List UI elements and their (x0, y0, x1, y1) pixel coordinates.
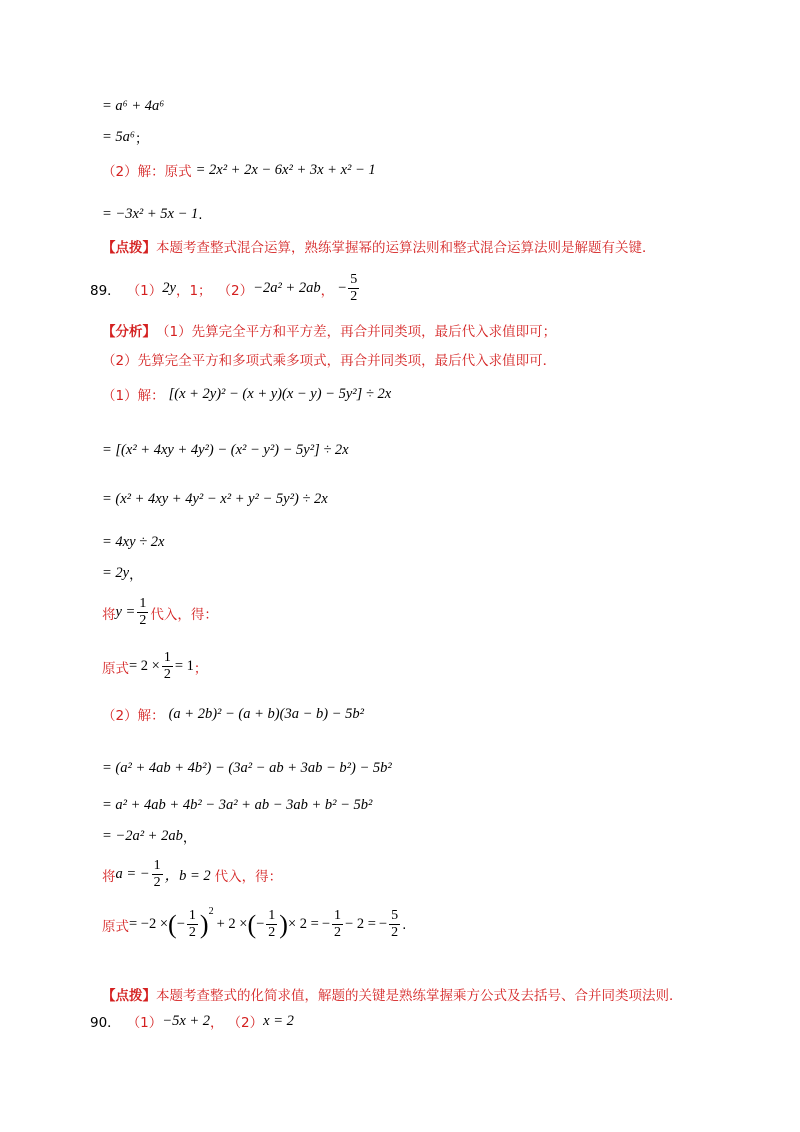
close-paren: ) (199, 909, 209, 939)
solution-label: （2）解： (102, 708, 165, 724)
fraction (187, 908, 198, 941)
equation-text: ，b = 2 (164, 868, 211, 885)
solution-2-start (102, 160, 376, 180)
minus-sign: − (321, 916, 331, 933)
fraction (152, 858, 163, 891)
answer-math: −5x + 2 (162, 1012, 211, 1029)
minus-sign: − (378, 916, 388, 933)
fraction-numerator: 1 (266, 908, 277, 925)
result-line-2 (102, 908, 406, 941)
punctuation: ， (129, 567, 143, 583)
part-label: （1） (126, 282, 163, 299)
equation-line-19 (102, 826, 196, 846)
fraction-denominator: 2 (153, 875, 161, 891)
equation-text: = 1 (174, 658, 194, 675)
separator: ， (210, 1015, 224, 1031)
equation-text: = [(x² + 4xy + 4y²) − (x² − y²) − 5y²] ÷ 2x (102, 442, 349, 458)
fraction (332, 908, 343, 941)
fraction-denominator: 2 (188, 925, 196, 941)
solution-89-2-start (102, 704, 364, 724)
analysis-line-2 (102, 349, 556, 369)
equation-line-13 (102, 563, 143, 583)
analysis-text: （2）先算完全平方和多项式乘多项式，再合并同类项，最后代入求值即可． (102, 353, 557, 369)
fraction-denominator: 2 (139, 613, 147, 629)
fraction-denominator: 2 (163, 667, 171, 683)
substitute-text: 将 (102, 868, 116, 885)
equation-text: = −2a² + 2ab (102, 827, 183, 844)
question-number: 89． (90, 282, 121, 299)
equation-text: = −3x² + 5x − 1 (102, 206, 199, 222)
fraction-numerator: 1 (137, 596, 148, 613)
part-label: （2） (217, 282, 254, 299)
punctuation: ； (193, 660, 208, 677)
analysis-tag: 【分析】 (102, 324, 156, 340)
equation-line-2 (102, 127, 148, 147)
equation-line-12 (102, 534, 164, 551)
answer-math: x = 2 (263, 1012, 294, 1029)
answer-90 (90, 1011, 294, 1031)
fraction (389, 908, 400, 941)
equation-line-17 (102, 760, 392, 777)
equation-text: × 2 = (287, 916, 319, 933)
answer-math: 2y (162, 280, 176, 297)
substitute-line-2 (102, 858, 282, 891)
equation-text: = (a² + 4ab + 4b²) − (3a² − ab + 3ab − b²) − 5b² (102, 760, 392, 776)
punctuation: . (402, 916, 407, 933)
fraction (162, 650, 173, 683)
fraction-numerator: 1 (162, 650, 173, 667)
substitute-line-1 (102, 596, 218, 629)
equation-text: y = (115, 604, 136, 621)
equation-text: = 2y (102, 564, 130, 581)
equation-text: = −2 × (129, 916, 169, 933)
separator: ， (320, 282, 335, 299)
equation-line-18 (102, 797, 372, 814)
equation-text: = 4xy ÷ 2x (102, 534, 165, 550)
answer-text: ，1； (175, 282, 212, 299)
equation-text: = a⁶ + 4a⁶ (102, 98, 165, 114)
close-paren: ) (279, 909, 288, 939)
equation-line-4 (102, 206, 203, 223)
open-paren: ( (168, 909, 177, 939)
fraction-denominator: 2 (334, 925, 342, 941)
equation-text: − 2 = (345, 916, 376, 933)
fraction (137, 596, 148, 629)
remark-tag: 【点拨】 (102, 240, 156, 256)
result-label: 原式 (102, 918, 129, 935)
exponent: 2 (208, 906, 214, 917)
equation-text: = a² + 4ab + 4b² − 3a² + ab − 3ab + b² − 5b² (102, 797, 373, 813)
substitute-text: 将 (102, 606, 116, 623)
fraction (348, 272, 359, 305)
open-paren: ( (247, 909, 257, 939)
substitute-text: 代入，得： (214, 868, 283, 885)
punctuation: ； (134, 131, 149, 147)
remark-89 (102, 984, 683, 1004)
equation-text: + 2 × (216, 916, 248, 933)
part-label: （1） (126, 1015, 163, 1031)
analysis-text: （1）先算完全平方和平方差，再合并同类项，最后代入求值即可； (156, 324, 557, 340)
minus-sign: − (256, 916, 265, 933)
minus-sign: − (176, 916, 185, 933)
question-number: 90． (90, 1015, 121, 1031)
punctuation: . (198, 206, 203, 223)
remark-text: 本题考查整式混合运算，熟练掌握幂的运算法则和整式混合运算法则是解题有关键． (156, 240, 656, 256)
fraction-numerator: 5 (389, 908, 400, 925)
fraction (266, 908, 277, 941)
fraction-numerator: 1 (332, 908, 343, 925)
solution-label: （2）解：原式 (102, 164, 192, 180)
equation-text: = (x² + 4xy + 4y² − x² + y² − 5y²) ÷ 2x (102, 491, 328, 507)
substitute-text: 代入，得： (150, 606, 218, 623)
solution-label: （1）解： (102, 388, 165, 404)
fraction-denominator: 2 (268, 925, 276, 941)
equation-line-10 (102, 442, 349, 459)
minus-sign: − (338, 280, 347, 297)
result-line-1 (102, 650, 207, 683)
result-label: 原式 (102, 660, 129, 677)
fraction-numerator: 1 (187, 908, 198, 925)
equation-text: [(x + 2y)² − (x + y)(x − y) − 5y²] ÷ 2x (168, 385, 392, 402)
fraction-denominator: 2 (391, 925, 399, 941)
remark-tag: 【点拨】 (102, 988, 156, 1004)
remark-text: 本题考查整式的化简求值，解题的关键是熟练掌握乘方公式及去括号、合并同类项法则． (156, 988, 683, 1004)
equation-text: = 2 × (129, 658, 160, 675)
part-label: （2） (227, 1015, 264, 1031)
fraction-numerator: 5 (348, 272, 359, 289)
punctuation: ， (182, 830, 197, 846)
equation-line-1 (102, 98, 164, 115)
equation-text: a = − (115, 866, 150, 883)
equation-text: = 5a⁶ (102, 128, 135, 145)
equation-line-11 (102, 491, 328, 508)
remark-88 (102, 236, 656, 256)
analysis-line-1 (102, 320, 556, 340)
answer-math: −2a² + 2ab (253, 280, 321, 297)
solution-89-1-start (102, 384, 391, 404)
equation-text: (a + 2b)² − (a + b)(3a − b) − 5b² (168, 705, 364, 722)
fraction-denominator: 2 (350, 289, 358, 305)
equation-text: = 2x² + 2x − 6x² + 3x + x² − 1 (195, 161, 376, 178)
fraction-numerator: 1 (152, 858, 163, 875)
answer-89 (90, 272, 361, 305)
